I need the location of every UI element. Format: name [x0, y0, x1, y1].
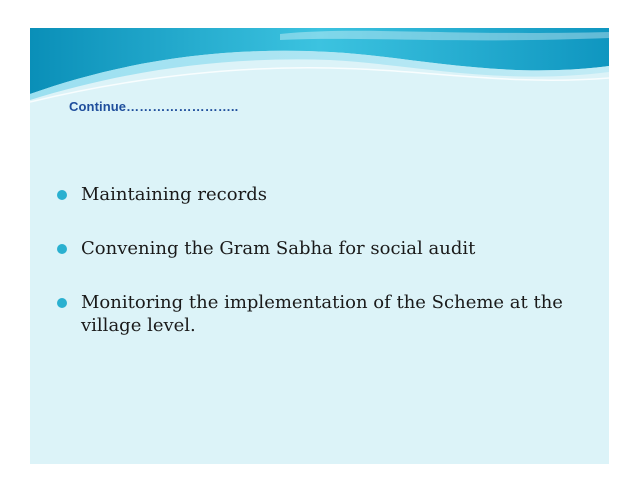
- bullet-item: [50, 237, 590, 260]
- slide-heading: Continue……………………..: [69, 99, 239, 114]
- bullet-item: [50, 291, 590, 337]
- bullet-text: Maintaining records: [81, 184, 267, 205]
- bullet-item: [50, 183, 590, 206]
- bullet-text: Monitoring the implementation of the Scheme at the village level.: [81, 292, 563, 336]
- wave-banner: [30, 28, 609, 108]
- bullet-dot-icon: [57, 244, 67, 254]
- bullet-text: Convening the Gram Sabha for social audit: [81, 238, 476, 259]
- bullet-list: [50, 183, 590, 368]
- bullet-dot-icon: [57, 190, 67, 200]
- slide: [30, 28, 609, 464]
- bullet-dot-icon: [57, 298, 67, 308]
